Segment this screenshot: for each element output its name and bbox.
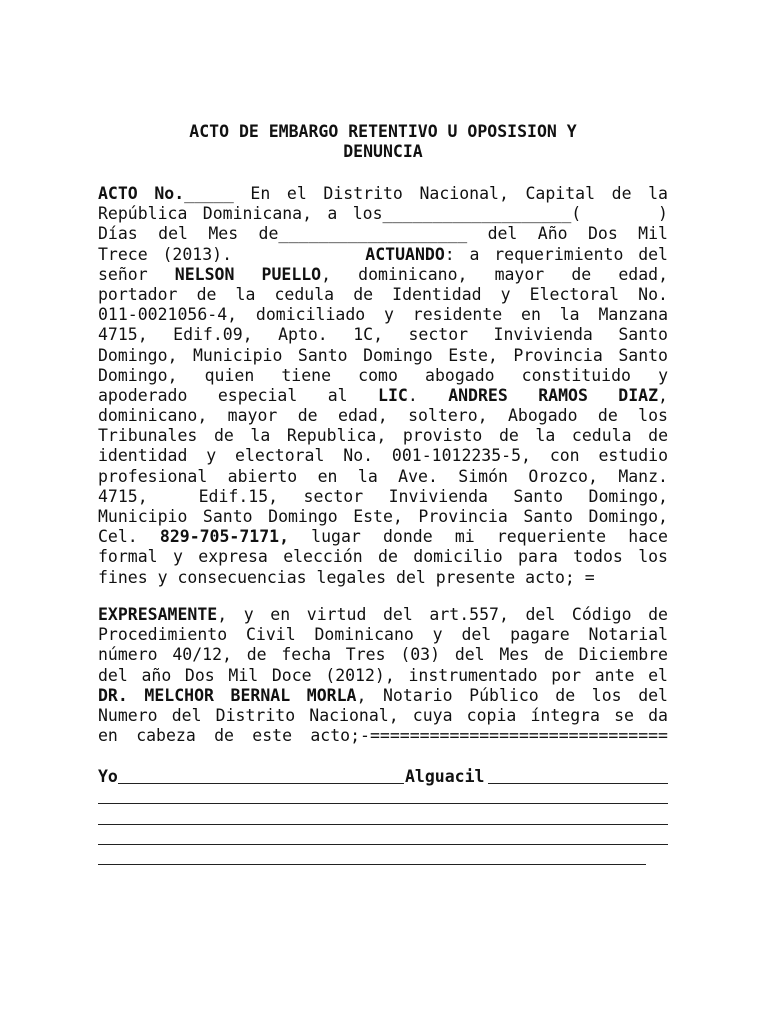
text-run: señor [98, 264, 175, 284]
text-line [98, 366, 668, 386]
text-line [98, 265, 668, 285]
text-run: , Notario Público de los del [356, 685, 668, 705]
bold-text: NELSON PUELLO [174, 264, 322, 284]
text-line [98, 645, 668, 665]
text-run: formal y expresa elección de domicilio para todos los [98, 547, 668, 567]
text-run: en cabeza de este acto;-============================== [98, 726, 668, 746]
text-run: 4715, Edif.09, Apto. 1C, sector Invivienda Santo [98, 325, 668, 345]
text-run: , y en virtud del art.557, del Código de [217, 605, 668, 624]
document-title [98, 120, 668, 160]
text-line [98, 726, 668, 746]
text-run: , dominicano, mayor de edad, [321, 264, 668, 284]
text-line [98, 527, 668, 547]
yo-blank [118, 783, 404, 784]
text-line [98, 605, 668, 625]
bold-text: EXPRESAMENTE [98, 605, 218, 624]
text-run: Municipio Santo Domingo Este, Provincia Santo Domingo, [98, 507, 668, 526]
text-line [98, 325, 668, 345]
text-run: Numero del Distrito Nacional, cuya copia íntegra se da [98, 705, 668, 725]
text-run: fines y consecuencias legales del presente acto; = [98, 567, 595, 587]
text-line [98, 625, 668, 645]
text-line [98, 487, 668, 507]
text-line [98, 184, 668, 204]
bold-text: DR. MELCHOR BERNAL MORLA [98, 685, 357, 705]
text-run: del año Dos Mil Doce (2012), instrumentado por ante el [98, 665, 668, 685]
paragraph-acto [98, 184, 668, 588]
bold-text: ANDRES RAMOS DIAZ [448, 385, 659, 405]
title-line-1: ACTO DE EMBARGO RETENTIVO U OPOSISION Y [189, 122, 577, 141]
title-line-2: DENUNCIA [343, 142, 423, 161]
text-run: República Dominicana, a los___________________( ) [98, 204, 668, 224]
text-run: lugar donde mi requeriente hace [289, 527, 668, 547]
bold-text: ACTUANDO [365, 244, 445, 264]
text-run: Domingo, Municipio Santo Domingo Este, Provincia Santo [98, 345, 668, 365]
text-run: Cel. [98, 527, 160, 547]
text-run: portador de la cedula de Identidad y Electoral No. [98, 284, 668, 304]
text-line [98, 285, 668, 305]
text-line [98, 706, 668, 726]
bold-text: LIC [378, 385, 408, 405]
text-run: Tribunales de la Republica, provisto de la cedula de [98, 426, 668, 446]
text-run: apoderado especial al [98, 385, 379, 405]
blank-line [98, 787, 668, 807]
text-run: dominicano, mayor de edad, soltero, Abogado de los [98, 406, 668, 426]
alguacil-label: Alguacil [405, 767, 485, 786]
text-line [98, 406, 668, 426]
text-line [98, 204, 668, 224]
blank-line [98, 828, 668, 848]
text-line [98, 346, 668, 366]
bold-text: ACTO No. [98, 184, 185, 203]
text-run: _____ En el Distrito Nacional, Capital de la [184, 184, 668, 203]
bold-text: 829-705-7171, [159, 527, 290, 547]
text-run: : a requerimiento del [444, 244, 668, 264]
signature-line-yo [98, 767, 668, 787]
text-run: profesional abierto en la Ave. Simón Orozco, Manz. [98, 466, 668, 486]
paragraph-expresamente [98, 605, 668, 746]
text-line [98, 305, 668, 325]
text-line [98, 547, 668, 567]
signature-block [98, 767, 668, 868]
text-run: Domingo, quien tiene como abogado constituido y [98, 365, 668, 385]
text-run: número 40/12, de fecha Tres (03) del Mes de Diciembre [98, 645, 668, 665]
text-line [98, 386, 668, 406]
text-line [98, 507, 668, 527]
text-run: 4715, Edif.15, sector Invivienda Santo Domingo, [98, 486, 668, 506]
text-run: Trece (2013). [98, 244, 366, 264]
blank-line [98, 848, 668, 868]
text-line [98, 686, 668, 706]
text-line [98, 467, 668, 487]
text-line [98, 224, 668, 244]
text-line [98, 666, 668, 686]
text-run: . [407, 385, 449, 405]
text-run: 011-0021056-4, domiciliado y residente en la Manzana [98, 305, 668, 325]
text-run: Procedimiento Civil Dominicano y del pagare Notarial [98, 625, 668, 645]
alguacil-blank [488, 783, 668, 784]
text-line [98, 446, 668, 466]
text-run: , [658, 385, 668, 405]
text-run: Días del Mes de___________________ del Año Dos Mil [98, 224, 668, 244]
text-line [98, 568, 668, 588]
blank-line [98, 807, 668, 827]
text-line [98, 426, 668, 446]
yo-label: Yo [98, 767, 118, 786]
text-line [98, 245, 668, 265]
text-run: identidad y electoral No. 001-1012235-5, con estudio [98, 446, 668, 466]
